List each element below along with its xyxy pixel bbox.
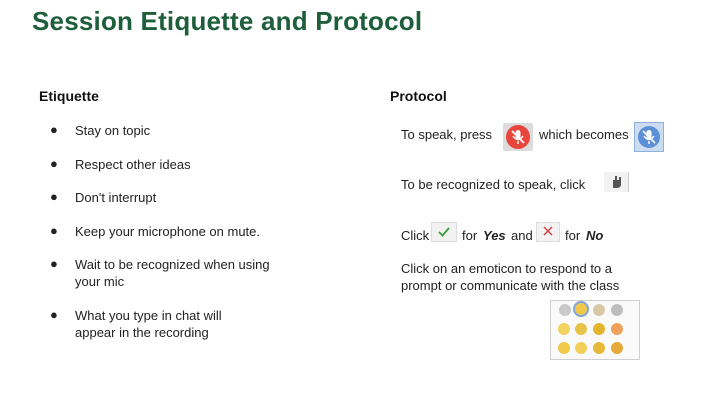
emoticon-item[interactable]: [593, 342, 605, 354]
list-item-text: Wait to be recognized when using your mic: [75, 257, 270, 289]
no-label: No: [586, 228, 604, 243]
emoticon-panel: [550, 300, 640, 360]
bullet-dot: ●: [50, 223, 58, 238]
emoticon-item[interactable]: [575, 323, 587, 335]
for-label: for: [462, 228, 478, 243]
emoticon-item[interactable]: [611, 304, 623, 316]
page-title: Session Etiquette and Protocol: [32, 6, 423, 36]
emoticon-item[interactable]: [593, 304, 605, 316]
mic-muted-icon[interactable]: [503, 123, 533, 151]
list-item-text: What you type in chat will appear in the recording: [75, 308, 222, 340]
raise-hand-icon[interactable]: [604, 172, 629, 192]
emoticon-item[interactable]: [593, 323, 605, 335]
speak-suffix-text: which becomes: [539, 127, 629, 142]
list-item-text: Don't interrupt: [75, 190, 157, 205]
bullet-dot: ●: [50, 256, 58, 271]
and-label: and: [511, 228, 533, 243]
emoticon-item[interactable]: [558, 342, 570, 354]
bullet-dot: ●: [50, 156, 58, 171]
protocol-heading: Protocol: [390, 88, 447, 104]
list-item-text: Respect other ideas: [75, 157, 191, 172]
click-label: Click: [401, 228, 430, 243]
recognized-text: To be recognized to speak, click: [401, 177, 586, 192]
emoticon-instruction: Click on an emoticon to respond to a prompt or communicate with the class: [401, 261, 620, 293]
bullet-dot: ●: [50, 307, 58, 322]
list-item-text: Stay on topic: [75, 123, 151, 138]
emoticon-item[interactable]: [575, 303, 587, 315]
emoticon-item[interactable]: [575, 342, 587, 354]
cross-icon[interactable]: [536, 222, 560, 242]
speak-prefix-text: To speak, press: [401, 127, 493, 142]
mic-active-icon[interactable]: [634, 122, 664, 152]
list-item-text: Keep your microphone on mute.: [75, 224, 260, 239]
bullet-dot: ●: [50, 189, 58, 204]
emoticon-item[interactable]: [611, 323, 623, 335]
for-label: for: [565, 228, 581, 243]
etiquette-heading: Etiquette: [39, 88, 99, 104]
emoticon-item[interactable]: [558, 323, 570, 335]
bullet-dot: ●: [50, 122, 58, 137]
check-icon[interactable]: [431, 222, 457, 242]
emoticon-item[interactable]: [611, 342, 623, 354]
emoticon-item[interactable]: [559, 304, 571, 316]
yes-label: Yes: [483, 228, 506, 243]
